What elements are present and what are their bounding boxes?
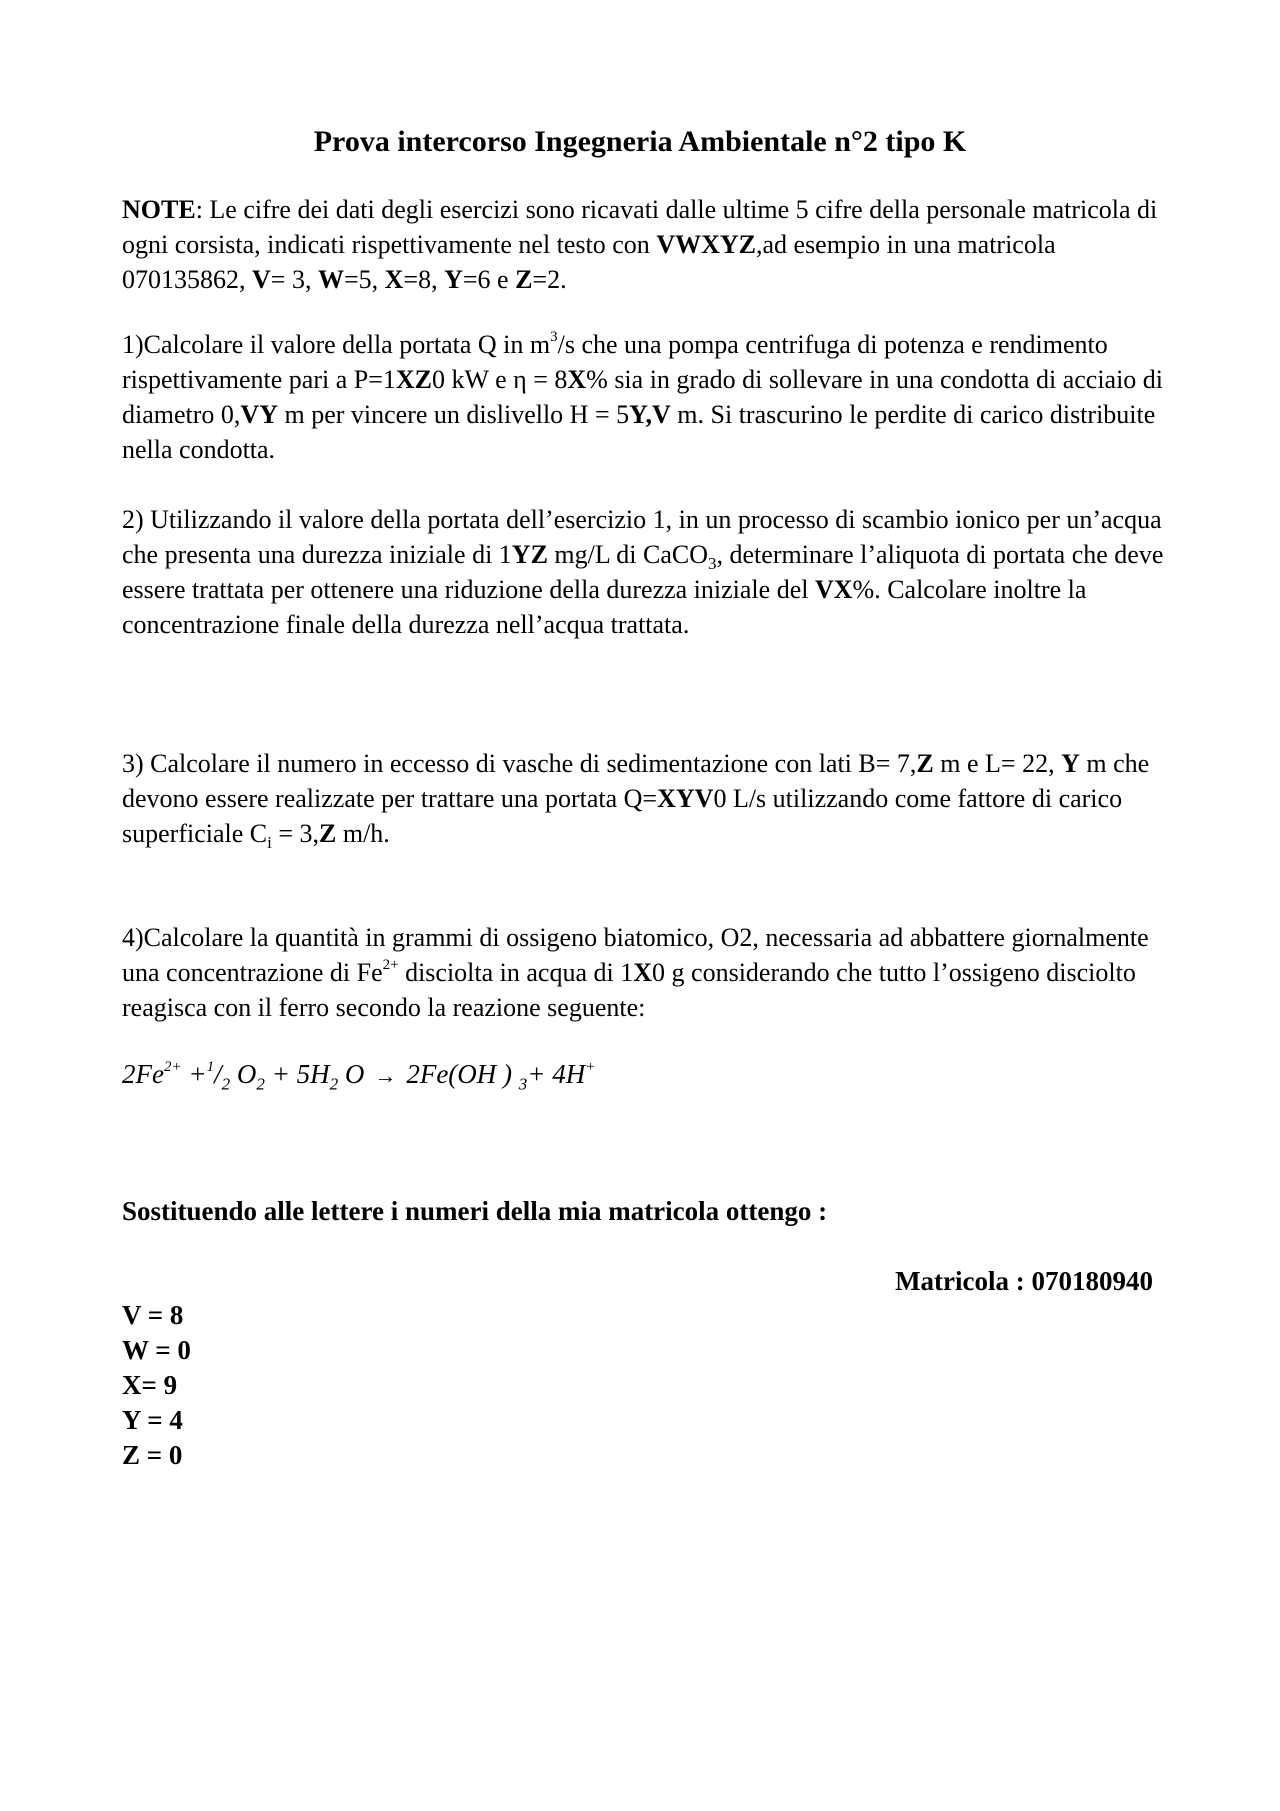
note-y-value: =6 e — [462, 265, 516, 294]
eq-o-index: 2 — [256, 1074, 265, 1094]
eq-product-index: 3 — [518, 1074, 528, 1094]
reaction-equation — [122, 1054, 595, 1096]
note-x-value: =8, — [403, 265, 445, 294]
note-x: X — [384, 265, 404, 294]
note-z: Z — [515, 265, 533, 294]
ex4-bold-c: X — [633, 958, 653, 987]
variable-list — [122, 1298, 191, 1473]
ex1-text-f: % sia in grado di sollevare in una condotta di acciaio di diametro 0, — [122, 365, 1164, 429]
eq-product: 2Fe(OH ) — [406, 1059, 519, 1089]
ex1-sup: 3 — [550, 329, 558, 346]
ex3-text-g: 0 L/s utilizzando come fattore di carico superficiale C — [122, 784, 1123, 848]
variable-z: Z = 0 — [122, 1440, 183, 1470]
ex3-bold-b: Z — [916, 749, 934, 778]
note-z-value: =2. — [532, 265, 567, 294]
note-paragraph — [122, 192, 1172, 297]
eq-hydrogen-charge: + — [585, 1059, 596, 1075]
ex1-bold-i: Y,V — [629, 400, 671, 429]
ex1-text-b: /s che una pompa centrifuga di potenza e rendimento rispettivamente pari a P=1 — [122, 330, 1108, 394]
eq-frac-slash: / — [214, 1059, 222, 1089]
ex3-bold-f: XYV — [657, 784, 714, 813]
variable-w: W = 0 — [122, 1335, 191, 1365]
exercise-4 — [122, 920, 1172, 1025]
eq-frac-den: 2 — [221, 1074, 231, 1094]
eq-arrow: → — [374, 1063, 397, 1088]
note-w: W — [317, 265, 344, 294]
ex3-bold-i: Z — [319, 819, 337, 848]
ex2-text-c: mg/L di CaCO — [547, 540, 709, 569]
eq-fe: 2Fe — [122, 1059, 164, 1089]
note-v-value: = 3, — [270, 265, 318, 294]
exercise-1 — [122, 327, 1172, 467]
eq-h-index: 2 — [329, 1074, 339, 1094]
variable-v: V = 8 — [122, 1300, 184, 1330]
ex3-text-h: = 3, — [271, 819, 320, 848]
ex1-text-j: m. Si trascurino le perdite di carico distribuite nella condotta. — [122, 400, 1156, 464]
eq-o: O — [230, 1059, 257, 1089]
note-letters: VWXYZ — [656, 230, 756, 259]
eq-plus: + — [181, 1059, 207, 1089]
note-w-value: =5, — [343, 265, 385, 294]
ex1-bold-g: VY — [240, 400, 278, 429]
note-y: Y — [444, 265, 463, 294]
eq-h2o-o: O — [338, 1059, 365, 1089]
eq-h2o: + 5H — [264, 1059, 330, 1089]
ex3-text-j: m/h. — [336, 819, 390, 848]
ex2-text-f: %. Calcolare inoltre la concentrazione finale della durezza nell’acqua trattata. — [122, 575, 1087, 639]
variable-y: Y = 4 — [122, 1405, 183, 1435]
ex1-text-a: 1)Calcolare il valore della portata Q in m — [122, 330, 551, 359]
ex3-sub: i — [267, 833, 272, 853]
ex1-text-h: m per vincere un dislivello H = 5 — [277, 400, 630, 429]
ex1-text-d: 0 kW e η = 8 — [432, 365, 568, 394]
ex2-text-a: 2) Utilizzando il valore della portata dell’esercizio 1, in un processo di scambio ionico per un’acqua che presenta una durezza iniziale di 1 — [122, 505, 1162, 569]
note-v: V — [252, 265, 271, 294]
ex3-bold-d: Y — [1061, 749, 1080, 778]
matricola-number: Matricola : 070180940 — [895, 1266, 1153, 1296]
note-example: ,ad esempio in una matricola 070135862, — [122, 230, 1056, 294]
ex1-bold-e: X — [567, 365, 587, 394]
ex4-text-d: 0 g considerando che tutto l’ossigeno disciolto reagisca con il ferro secondo la reazione seguente: — [122, 958, 1136, 1022]
ex2-bold-e: VX — [814, 575, 853, 604]
summary-line: Sostituendo alle lettere i numeri della mia matricola ottengo : — [122, 1196, 828, 1226]
exercise-3 — [122, 746, 1172, 851]
page-title: Prova intercorso Ingegneria Ambientale n°2 tipo K — [313, 125, 967, 158]
ex3-text-a: 3) Calcolare il numero in eccesso di vasche di sedimentazione con lati B= 7, — [122, 749, 917, 778]
exercise-2 — [122, 502, 1172, 642]
eq-frac-num: 1 — [206, 1059, 215, 1075]
ex2-bold-b: YZ — [511, 540, 548, 569]
ex3-text-e: m che devono essere realizzate per trattare una portata Q= — [122, 749, 1150, 813]
note-text: : Le cifre dei dati degli esercizi sono ricavati dalle ultime 5 cifre della personale matricola di ogni corsista, indicati rispettivamente nel testo con — [122, 195, 1158, 259]
ex3-text-c: m e L= 22, — [933, 749, 1062, 778]
ex4-sup: 2+ — [382, 957, 399, 974]
note-label: NOTE — [122, 195, 196, 224]
ex1-bold-c: XZ — [395, 365, 432, 394]
variable-x: X= 9 — [122, 1370, 178, 1400]
ex2-text-d: , determinare l’aliquota di portata che deve essere trattata per ottenere una riduzione della durezza iniziale del — [122, 540, 1164, 604]
eq-fe-charge: 2+ — [163, 1059, 182, 1075]
ex4-text-a: 4)Calcolare la quantità in grammi di ossigeno biatomico, O2, necessaria ad abbattere giornalmente una concentrazione di Fe — [122, 923, 1149, 987]
eq-hydrogen: + 4H — [527, 1059, 586, 1089]
ex4-text-b: disciolta in acqua di 1 — [398, 958, 634, 987]
ex2-sub: 3 — [708, 554, 717, 574]
